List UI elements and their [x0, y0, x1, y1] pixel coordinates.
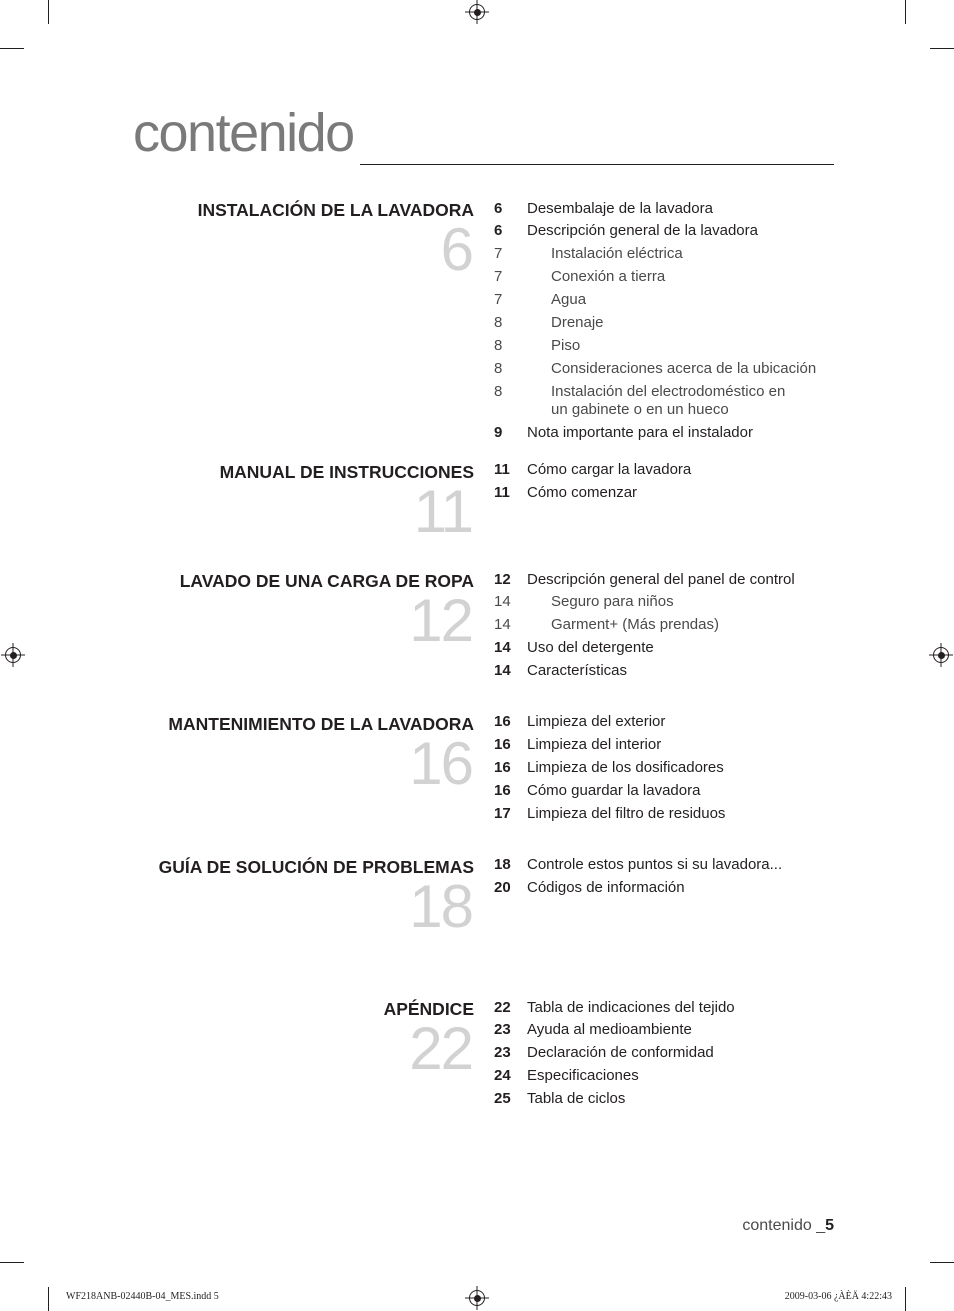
- toc-page: 17: [494, 805, 511, 822]
- toc-page: 7: [494, 291, 503, 308]
- toc-entry[interactable]: [494, 245, 824, 263]
- page-footer: [742, 1217, 834, 1235]
- toc-text: Uso del detergente: [527, 639, 654, 656]
- toc-page: 6: [494, 222, 503, 239]
- toc-text: Seguro para niños: [551, 593, 674, 610]
- toc-text: Limpieza del interior: [527, 736, 662, 753]
- toc-entry[interactable]: [494, 593, 824, 611]
- page-number: 5: [825, 1217, 834, 1234]
- section-title: GUÍA DE SOLUCIÓN DE PROBLEMAS: [158, 857, 474, 877]
- toc-text: Limpieza de los dosificadores: [527, 759, 724, 776]
- footer-label: contenido _: [742, 1217, 826, 1234]
- toc-text: Piso: [551, 337, 581, 354]
- toc-entry[interactable]: [494, 1021, 824, 1039]
- toc-page: 11: [494, 461, 510, 478]
- toc-text: Instalación del electrodoméstico en un gabinete o en un hueco: [551, 383, 786, 418]
- toc-text: Cómo guardar la lavadora: [527, 782, 701, 799]
- toc-entry[interactable]: [494, 360, 824, 378]
- toc-page: 8: [494, 314, 503, 331]
- section-title: MANTENIMIENTO DE LA LAVADORA: [168, 714, 474, 734]
- toc-text: Controle estos puntos si su lavadora...: [527, 856, 783, 873]
- toc-entry[interactable]: [494, 337, 824, 355]
- toc-entry[interactable]: [494, 484, 824, 502]
- toc-page: 25: [494, 1090, 511, 1107]
- crop-mark: [905, 1287, 906, 1311]
- toc-page: 6: [494, 200, 503, 217]
- toc-text: Cómo cargar la lavadora: [527, 461, 692, 478]
- toc-page: 22: [494, 999, 511, 1016]
- section-title: LAVADO DE UNA CARGA DE ROPA: [179, 571, 474, 591]
- toc-entry[interactable]: [494, 383, 804, 419]
- slug-timestamp: 2009-03-06 ¿ÀÈÄ 4:22:43: [784, 1291, 892, 1302]
- toc-text: Agua: [551, 291, 587, 308]
- toc-entry[interactable]: [494, 1067, 824, 1085]
- toc-text: Instalación eléctrica: [551, 245, 683, 262]
- toc-entry[interactable]: [494, 759, 824, 777]
- toc-text: Descripción general del panel de control: [527, 571, 795, 588]
- toc-text: Especificaciones: [527, 1067, 639, 1084]
- toc-page: 23: [494, 1021, 511, 1038]
- toc-text: Limpieza del filtro de residuos: [527, 805, 726, 822]
- toc-text: Características: [527, 662, 628, 679]
- section-title: MANUAL DE INSTRUCCIONES: [219, 462, 474, 482]
- toc-text: Nota importante para el instalador: [527, 424, 753, 441]
- toc-entry[interactable]: [494, 1090, 824, 1108]
- toc-text: Drenaje: [551, 314, 604, 331]
- crop-mark: [48, 0, 49, 24]
- toc-page: 14: [494, 662, 511, 679]
- toc-page: 8: [494, 337, 503, 354]
- toc-page: 14: [494, 639, 511, 656]
- toc-entry[interactable]: [494, 879, 824, 897]
- crop-mark: [930, 48, 954, 49]
- toc-entry[interactable]: [494, 461, 824, 479]
- toc-text: Tabla de ciclos: [527, 1090, 626, 1107]
- section-number: 22: [409, 1015, 472, 1082]
- toc-page: 20: [494, 879, 511, 896]
- section-number: 16: [409, 730, 472, 797]
- toc-text: Descripción general de la lavadora: [527, 222, 758, 239]
- toc-entry[interactable]: [494, 662, 824, 680]
- toc-text: Declaración de conformidad: [527, 1044, 714, 1061]
- toc-entry[interactable]: [494, 200, 824, 218]
- slug-filename: WF218ANB-02440B-04_MES.indd 5: [66, 1291, 219, 1302]
- section-number: 6: [440, 216, 472, 283]
- toc-entry[interactable]: [494, 268, 824, 286]
- toc-text: Desembalaje de la lavadora: [527, 200, 713, 217]
- registration-mark-icon: [469, 1290, 485, 1306]
- toc-page: 14: [494, 616, 511, 633]
- crop-mark: [905, 0, 906, 24]
- toc-page: 18: [494, 856, 511, 873]
- toc-page: 8: [494, 383, 503, 400]
- toc-entry[interactable]: [494, 291, 824, 309]
- toc-page: 14: [494, 593, 511, 610]
- toc-entry[interactable]: [494, 314, 824, 332]
- toc-page: 23: [494, 1044, 511, 1061]
- toc-page: 16: [494, 713, 511, 730]
- toc-text: Ayuda al medioambiente: [527, 1021, 692, 1038]
- toc-text: Limpieza del exterior: [527, 713, 666, 730]
- crop-mark: [930, 1262, 954, 1263]
- toc-page: 7: [494, 245, 503, 262]
- toc-entry[interactable]: [494, 571, 824, 589]
- title-rule: [360, 164, 834, 165]
- registration-mark-icon: [5, 647, 21, 663]
- toc-text: Códigos de información: [527, 879, 685, 896]
- toc-entry[interactable]: [494, 424, 824, 442]
- toc-text: Garment+ (Más prendas): [551, 616, 719, 633]
- toc-page: 7: [494, 268, 503, 285]
- section-number: 11: [413, 478, 472, 545]
- toc-text: Tabla de indicaciones del tejido: [527, 999, 735, 1016]
- toc-entry[interactable]: [494, 805, 824, 823]
- section-title: APÉNDICE: [383, 999, 474, 1019]
- toc-entry[interactable]: [494, 999, 824, 1017]
- section-number: 12: [409, 587, 472, 654]
- toc-entry[interactable]: [494, 856, 824, 874]
- crop-mark: [48, 1287, 49, 1311]
- page-title: contenido: [133, 103, 354, 163]
- registration-mark-icon: [933, 647, 949, 663]
- toc-page: 8: [494, 360, 503, 377]
- section-title: INSTALACIÓN DE LA LAVADORA: [197, 200, 474, 220]
- toc-page: 11: [494, 484, 510, 501]
- toc-text: Consideraciones acerca de la ubicación: [551, 360, 817, 377]
- toc-entry[interactable]: [494, 639, 824, 657]
- toc-page: 16: [494, 782, 511, 799]
- toc-page: 9: [494, 424, 503, 441]
- section-number: 18: [409, 873, 472, 940]
- toc-entry[interactable]: [494, 736, 824, 754]
- registration-mark-icon: [469, 4, 485, 20]
- toc-entry[interactable]: [494, 1044, 824, 1062]
- toc-text: Cómo comenzar: [527, 484, 638, 501]
- toc-entry[interactable]: [494, 713, 824, 731]
- toc-page: 24: [494, 1067, 511, 1084]
- toc-text: Conexión a tierra: [551, 268, 666, 285]
- toc-page: 16: [494, 736, 511, 753]
- crop-mark: [0, 1262, 24, 1263]
- toc-entry[interactable]: [494, 782, 824, 800]
- crop-mark: [0, 48, 24, 49]
- toc-page: 12: [494, 571, 511, 588]
- toc-entry[interactable]: [494, 222, 824, 240]
- toc-page: 16: [494, 759, 511, 776]
- toc-entry[interactable]: [494, 616, 824, 634]
